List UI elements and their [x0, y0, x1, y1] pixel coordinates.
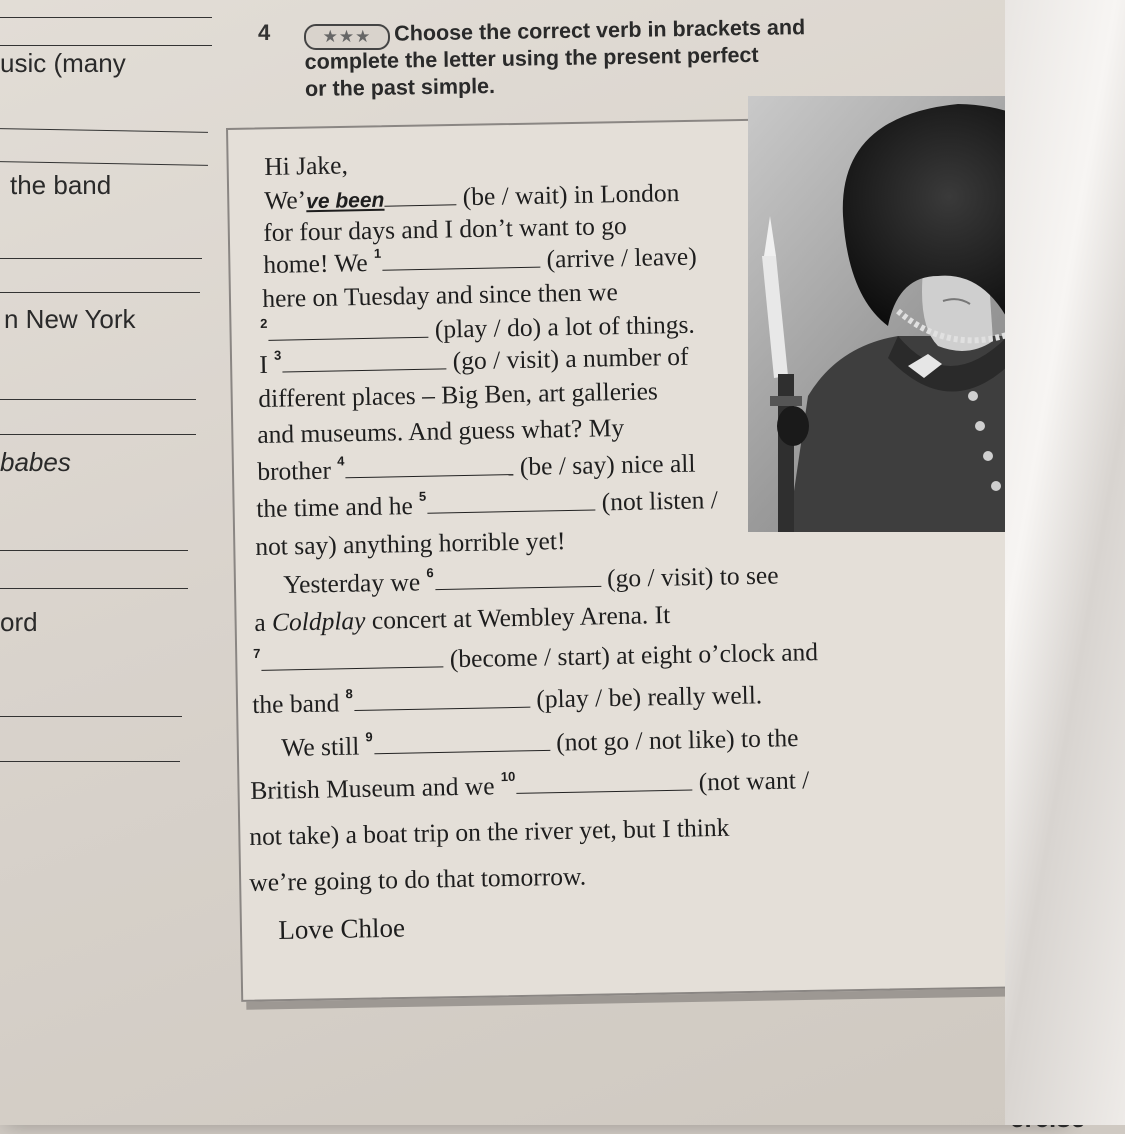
text-segment: We still	[281, 731, 360, 762]
answer-line	[0, 399, 196, 400]
background-fabric	[1005, 0, 1125, 1125]
answer-line	[0, 761, 180, 762]
text-segment: (go / visit) a number of	[452, 341, 689, 376]
instruction-line: complete the letter using the present perfect	[304, 42, 759, 74]
answer-line	[0, 128, 208, 133]
text-segment: (not go / not like) to the	[555, 723, 799, 757]
answer-line	[0, 588, 188, 589]
letter-line: not say) anything horrible yet!	[255, 526, 566, 561]
answer-line	[0, 292, 200, 293]
exercise-instructions	[304, 13, 865, 103]
answer-line	[0, 258, 202, 259]
text-segment: (play / be) really well.	[536, 680, 763, 714]
text-segment: (play / do) a lot of things.	[434, 309, 696, 344]
letter-greeting: Hi Jake,	[264, 150, 349, 181]
instruction-line: or the past simple.	[304, 74, 496, 101]
answer-blank-6[interactable]	[435, 566, 601, 590]
text-segment: I	[259, 349, 269, 379]
text-segment: (be / wait) in London	[462, 178, 680, 212]
answer-blank-10[interactable]	[516, 770, 692, 794]
letter-line: different places – Big Ben, art galleries	[258, 376, 659, 413]
gap-number: 7	[252, 645, 261, 661]
text-segment: (arrive / leave)	[546, 241, 697, 274]
text-segment: (go / visit) to see	[606, 560, 779, 593]
margin-text: the band	[10, 170, 112, 200]
answer-blank-3[interactable]	[282, 348, 446, 372]
answer-line	[0, 161, 208, 166]
example-answer: ve been	[305, 188, 385, 214]
text-segment: concert at Wembley Arena. It	[371, 600, 671, 635]
gap-number: 4	[336, 453, 345, 469]
text-segment: the time and he	[256, 490, 414, 523]
margin-text: babes	[0, 447, 71, 477]
answer-line	[0, 550, 188, 551]
margin-text: ord	[0, 607, 38, 637]
answer-line	[0, 45, 212, 46]
letter-line: and museums. And guess what? My	[257, 412, 625, 449]
instruction-line: Choose the correct verb in brackets and	[394, 15, 806, 46]
example-blank	[384, 184, 456, 206]
text-segment: British Museum and we	[250, 771, 495, 805]
text-segment: Yesterday we	[283, 567, 421, 599]
answer-line	[0, 716, 182, 717]
answer-blank-8[interactable]	[354, 687, 530, 711]
exercise-number: 4	[258, 20, 271, 45]
text-segment: brother	[257, 455, 332, 486]
letter-line: we’re going to do that tomorrow.	[249, 861, 587, 897]
text-segment: (not listen /	[601, 485, 719, 517]
text-segment: (be / say) nice all	[519, 448, 696, 481]
answer-blank-5[interactable]	[427, 489, 595, 513]
text-segment: the band	[252, 688, 340, 719]
text-segment: We’	[264, 185, 307, 215]
answer-blank-4[interactable]	[345, 454, 513, 478]
answer-blank-1[interactable]	[382, 247, 540, 271]
letter-signoff: Love Chloe	[278, 912, 406, 945]
gap-number: 10	[500, 768, 516, 785]
text-segment: (become / start) at eight o’clock and	[449, 637, 819, 674]
margin-text: usic (many	[0, 48, 126, 78]
text-segment: a	[254, 607, 266, 637]
text-segment: (not want /	[698, 765, 810, 797]
answer-blank-2[interactable]	[268, 317, 428, 341]
gap-number: 5	[418, 488, 427, 504]
band-name: Coldplay	[271, 605, 366, 637]
margin-text: n New York	[4, 304, 136, 334]
answer-blank-9[interactable]	[374, 730, 550, 754]
letter-line: here on Tuesday and since then we	[262, 277, 619, 313]
gap-number: 1	[373, 245, 382, 261]
gap-number: 6	[426, 565, 434, 581]
difficulty-stars: ★★★	[304, 24, 390, 50]
answer-line	[0, 434, 196, 435]
text-segment: home! We	[263, 247, 368, 279]
gap-number: 8	[345, 686, 353, 702]
answer-line	[0, 17, 212, 18]
gap-number: 3	[273, 347, 282, 363]
letter-line: for four days and I don’t want to go	[263, 211, 628, 247]
answer-blank-7[interactable]	[261, 646, 443, 670]
gap-number: 2	[259, 315, 268, 331]
gap-number: 9	[365, 729, 373, 745]
previous-exercise-column	[0, 0, 220, 1125]
letter-line: not take) a boat trip on the river yet, but I think	[249, 812, 730, 851]
